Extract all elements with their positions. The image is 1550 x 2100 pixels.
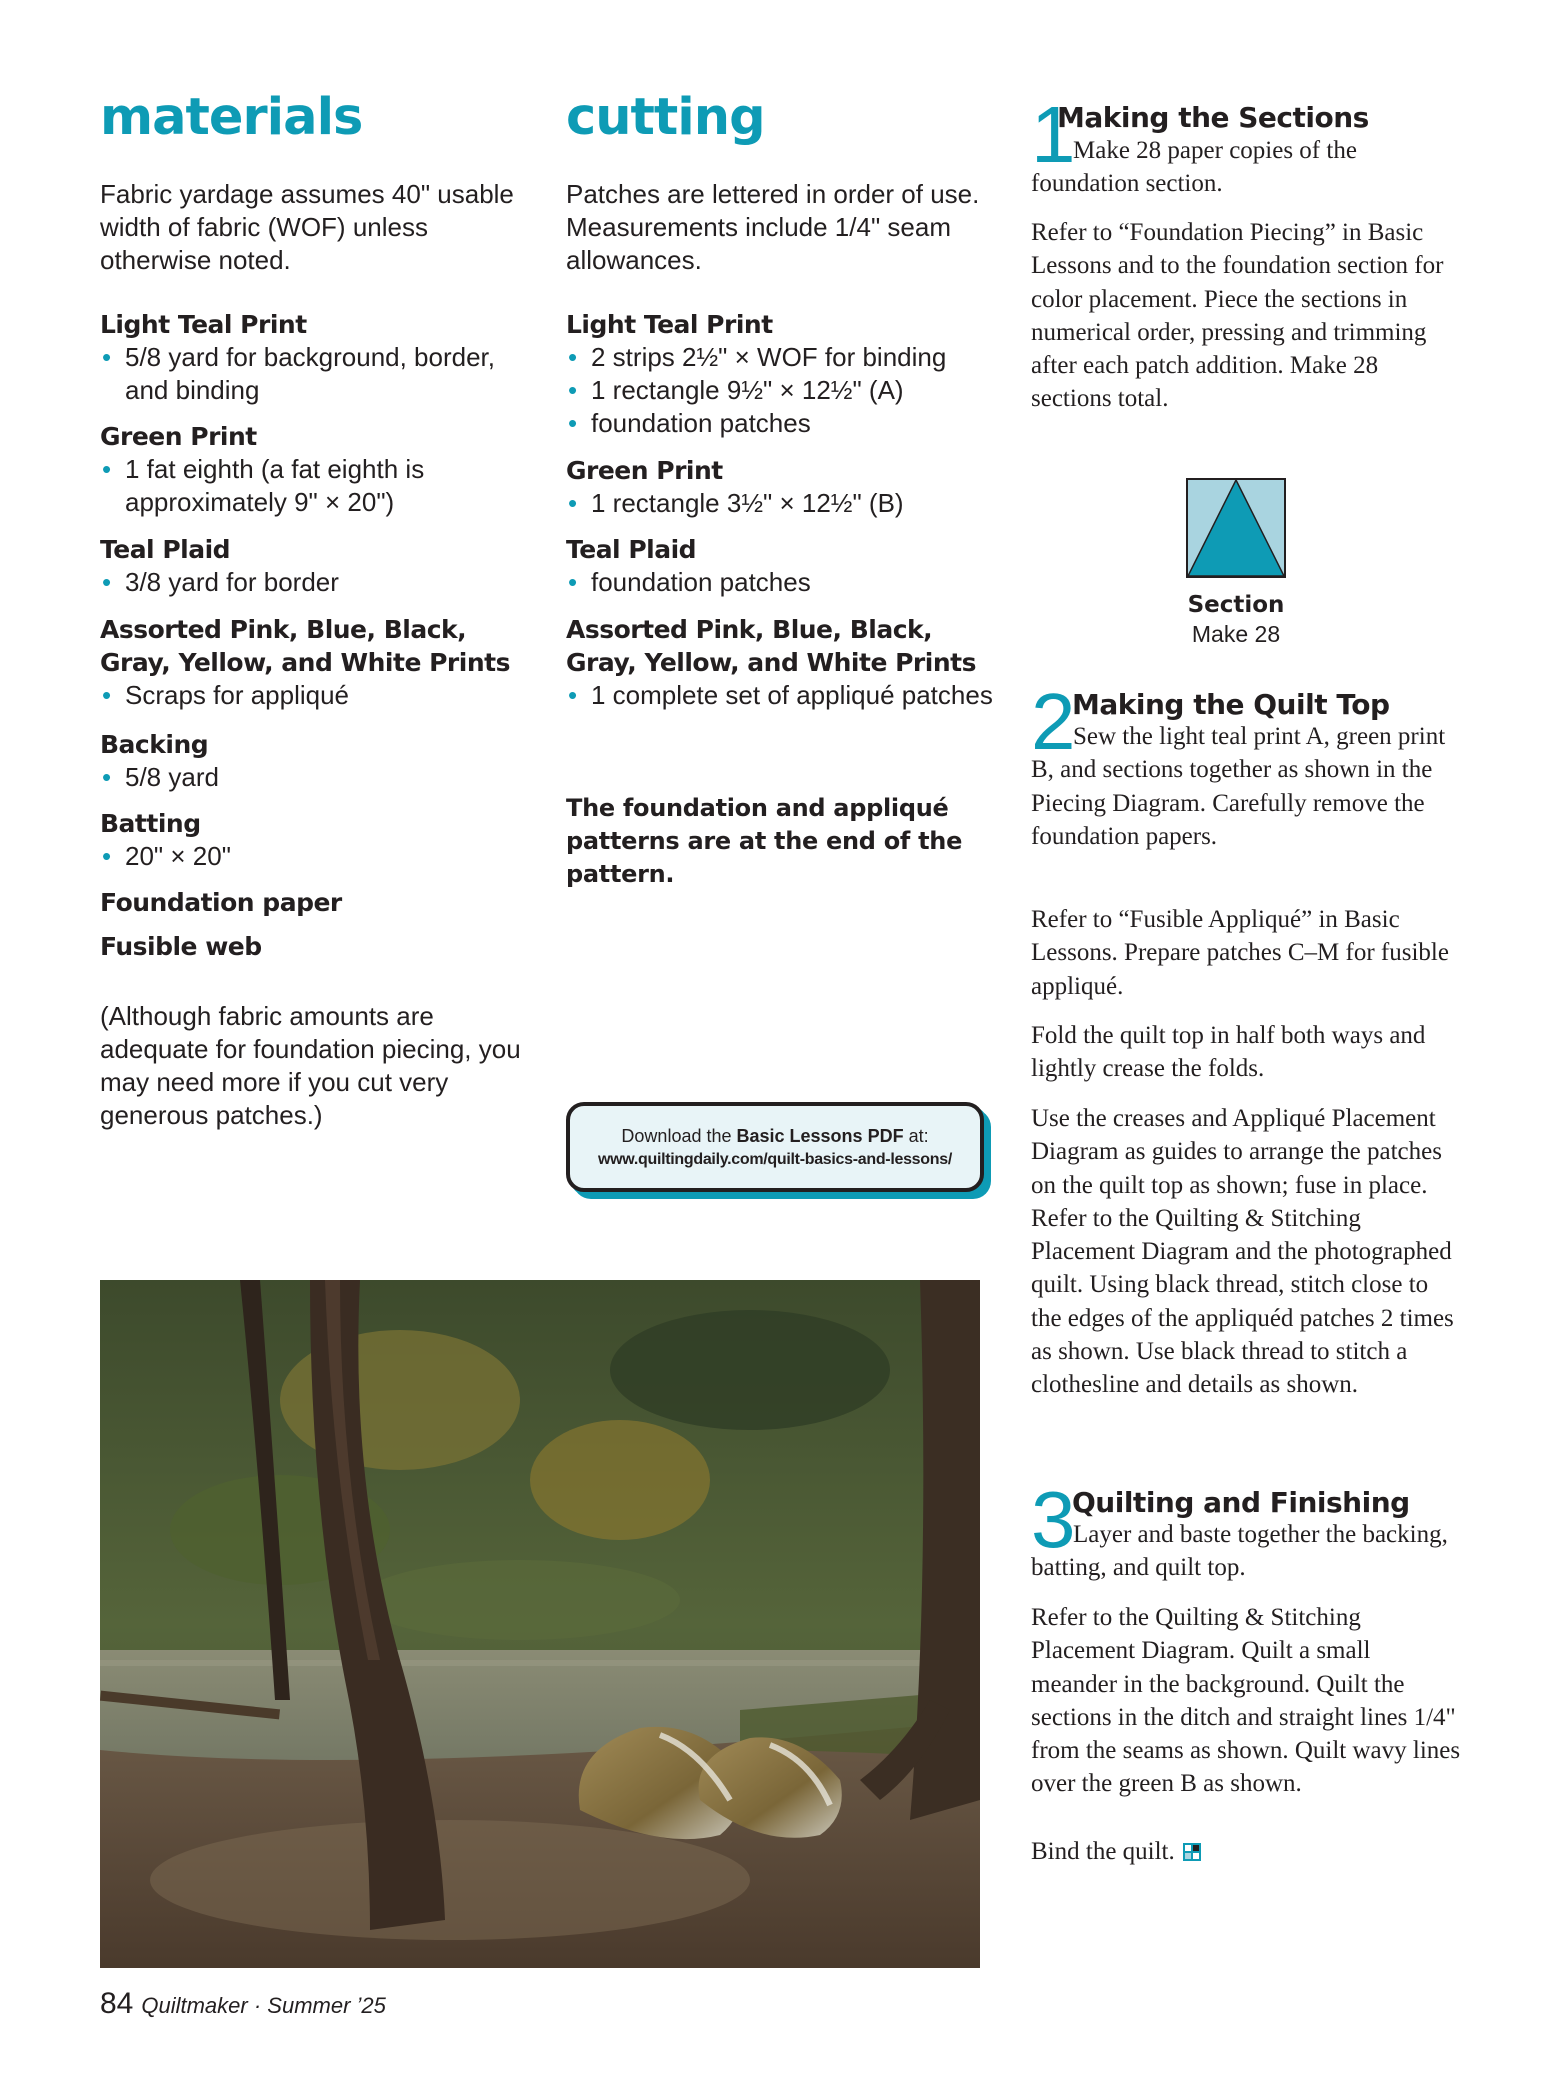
step-title: Quilting and Finishing [1072, 1486, 1410, 1519]
list-item: • 1 rectangle 9½" × 12½" (A) [568, 375, 904, 405]
step-paragraph: Use the creases and Appliqué Placement Diagram as guides to arrange the patches on the quilt top as shown; fuse in place. Refer to the Quilting & Stitching Placement Diagram and the photographed quilt. Using black thread, stitch close to the edges of the appliquéd patches 2 times as shown. Use black thread to stitch a clothesline and details as shown. [1031, 1105, 1454, 1399]
category-title: Assorted Pink, Blue, Black, Gray, Yellow, and White Prints [100, 615, 510, 677]
step-number: 2 [1031, 677, 1076, 766]
step-title: Making the Quilt Top [1072, 688, 1390, 721]
canoe-lake-photo [100, 1280, 980, 1968]
materials-group-teal-plaid [100, 533, 530, 599]
materials-group-batting [100, 807, 530, 873]
list-item: • 1 complete set of appliqué patches [568, 680, 993, 710]
cutting-intro: Patches are lettered in order of use. Measurements include 1/4" seam allowances. [566, 179, 980, 275]
category-title: Teal Plaid [566, 535, 697, 564]
bullet-icon: • [568, 567, 578, 597]
step-paragraph: Make 28 paper copies of the foundation section. [1031, 137, 1357, 198]
materials-group-assorted [100, 613, 530, 712]
step-paragraph: Refer to “Foundation Piecing” in Basic Lessons and to the foundation section for color placement. Piece the sections in numerical order, pressing and trimming after each patch addition. Make 28 sections total. [1031, 219, 1444, 413]
category-title: Fusible web [100, 932, 262, 961]
download-callout [566, 1102, 984, 1192]
category-title: Light Teal Print [566, 310, 773, 339]
materials-group-fusible-web [100, 930, 530, 963]
list-item: • 5/8 yard [102, 762, 219, 792]
materials-group-green [100, 420, 530, 519]
page-number: 84 [100, 1987, 134, 2020]
category-title: Green Print [100, 422, 257, 451]
download-text: Download the Basic Lessons PDF at: [621, 1126, 929, 1146]
list-item: • 2 strips 2½" × WOF for binding [568, 342, 947, 372]
category-title: Assorted Pink, Blue, Black, Gray, Yellow, and White Prints [566, 615, 976, 677]
list-item: • 3/8 yard for border [102, 567, 339, 597]
bullet-icon: • [568, 342, 578, 372]
step-number: 1 [1031, 90, 1076, 179]
section-label-title: Section [1187, 592, 1285, 618]
bullet-icon: • [568, 375, 578, 405]
list-item: • 1 fat eighth (a fat eighth is approximately 9" × 20") [102, 454, 425, 517]
materials-intro: Fabric yardage assumes 40" usable width of fabric (WOF) unless otherwise noted. [100, 179, 514, 275]
cutting-group-light-teal [566, 308, 996, 440]
category-title: Green Print [566, 456, 723, 485]
publication-name: Quiltmaker · Summer ’25 [141, 1993, 386, 2018]
category-title: Light Teal Print [100, 310, 307, 339]
step-title: Making the Sections [1057, 101, 1369, 134]
bullet-icon: • [102, 680, 112, 710]
page-footer [100, 1987, 386, 2021]
section-diagram [1186, 478, 1286, 578]
category-title: Backing [100, 730, 209, 759]
step-paragraph: Sew the light teal print A, green print B, and sections together as shown in the Piecing Diagram. Carefully remove the foundation papers. [1031, 723, 1446, 850]
step-number: 3 [1031, 1475, 1076, 1564]
section-label-subtitle: Make 28 [1191, 621, 1281, 647]
materials-note: (Although fabric amounts are adequate for foundation piecing, you may need more if you cut very generous patches.) [100, 1001, 521, 1130]
list-item: • 5/8 yard for background, border, and binding [102, 342, 496, 405]
bullet-icon: • [102, 342, 112, 372]
step-paragraph: Refer to the Quilting & Stitching Placement Diagram. Quilt a small meander in the background. Quilt the sections in the ditch and straight lines 1/4" from the seams as shown. Quilt wavy lines over the green B as shown. [1031, 1604, 1461, 1798]
end-mark-icon [1183, 1843, 1201, 1861]
list-item: • 20" × 20" [102, 841, 231, 871]
list-item: • Scraps for appliqué [102, 680, 350, 710]
bullet-icon: • [568, 680, 578, 710]
section-label [1151, 590, 1321, 648]
step-paragraph: Layer and baste together the backing, batting, and quilt top. [1031, 1521, 1448, 1582]
category-title: Foundation paper [100, 888, 342, 917]
bullet-icon: • [102, 454, 112, 484]
bullet-icon: • [102, 762, 112, 792]
step-paragraph: Fold the quilt top in half both ways and lightly crease the folds. [1031, 1022, 1426, 1083]
bullet-icon: • [102, 841, 112, 871]
materials-group-foundation-paper [100, 886, 530, 919]
step-paragraph: Refer to “Fusible Appliqué” in Basic Lessons. Prepare patches C–M for fusible appliqué. [1031, 906, 1449, 1000]
download-link[interactable]: www.quiltingdaily.com/quilt-basics-and-lessons/ [598, 1151, 952, 1168]
materials-heading: materials [100, 88, 363, 147]
bullet-icon: • [568, 408, 578, 438]
cutting-group-assorted [566, 613, 996, 712]
list-item: • foundation patches [568, 567, 811, 597]
bullet-icon: • [568, 488, 578, 518]
list-item: • 1 rectangle 3½" × 12½" (B) [568, 488, 904, 518]
category-title: Batting [100, 809, 201, 838]
bullet-icon: • [102, 567, 112, 597]
cutting-group-teal-plaid [566, 533, 996, 599]
patterns-note: The foundation and appliqué patterns are at the end of the pattern. [566, 794, 963, 888]
canoe-lake-illustration [100, 1280, 980, 1968]
step-paragraph: Bind the quilt. [1031, 1835, 1461, 1868]
materials-group-light-teal [100, 308, 530, 407]
category-title: Teal Plaid [100, 535, 231, 564]
list-item: • foundation patches [568, 408, 811, 438]
cutting-group-green [566, 454, 996, 520]
materials-group-backing [100, 728, 530, 794]
cutting-heading: cutting [566, 88, 765, 147]
